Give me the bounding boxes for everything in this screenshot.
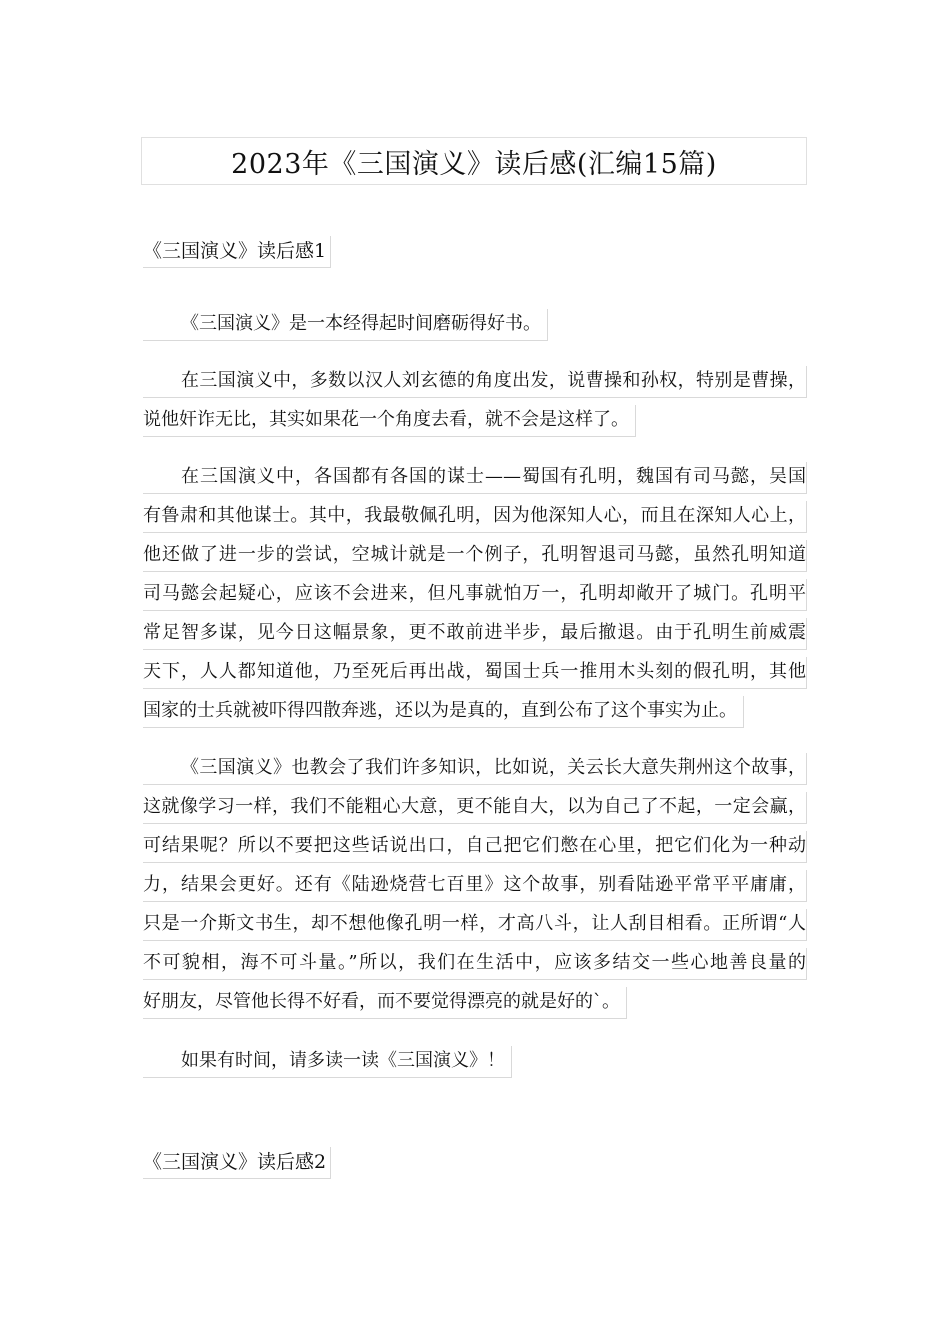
paragraph-line: 力，结果会更好。还有《陆逊烧营七百里》这个故事，别看陆逊平常平平庸庸， <box>143 870 807 902</box>
paragraph-line: 如果有时间，请多读一读《三国演义》！ <box>143 1046 512 1078</box>
paragraph-line: 只是一介斯文书生，却不想他像孔明一样，才高八斗，让人刮目相看。正所谓“人 <box>143 909 807 941</box>
paragraph-line: 这就像学习一样，我们不能粗心大意，更不能自大，以为自己了不起，一定会赢， <box>143 792 807 824</box>
paragraph-line: 说他奸诈无比，其实如果花一个角度去看，就不会是这样了。 <box>143 405 636 437</box>
paragraph-line: 国家的士兵就被吓得四散奔逃，还以为是真的，直到公布了这个事实为止。 <box>143 696 744 728</box>
paragraph-line: 常足智多谋，见今日这幅景象，更不敢前进半步，最后撤退。由于孔明生前威震 <box>143 618 807 650</box>
paragraph-line: 不可貌相，海不可斗量。”所以，我们在生活中，应该多结交一些心地善良量的 <box>143 948 807 980</box>
paragraph-line: 有鲁肃和其他谋士。其中，我最敬佩孔明，因为他深知人心，而且在深知人心上， <box>143 501 807 533</box>
paragraph-line: 天下，人人都知道他，乃至死后再出战，蜀国士兵一推用木头刻的假孔明，其他 <box>143 657 807 689</box>
paragraph-line: 好朋友，尽管他长得不好看，而不要觉得漂亮的就是好的`。 <box>143 987 627 1019</box>
paragraph-line: 《三国演义》也教会了我们许多知识，比如说，关云长大意失荆州这个故事， <box>143 753 807 785</box>
document-title: 2023年《三国演义》读后感(汇编15篇) <box>141 137 807 185</box>
paragraph-line: 可结果呢？所以不要把这些话说出口，自己把它们憋在心里，把它们化为一种动 <box>143 831 807 863</box>
paragraph-line: 司马懿会起疑心，应该不会进来，但凡事就怕万一，孔明却敞开了城门。孔明平 <box>143 579 807 611</box>
section-heading: 《三国演义》读后感1 <box>143 236 331 268</box>
paragraph-line: 在三国演义中，各国都有各国的谋士——蜀国有孔明，魏国有司马懿，吴国 <box>143 462 807 494</box>
section-heading: 《三国演义》读后感2 <box>143 1147 331 1179</box>
paragraph-line: 《三国演义》是一本经得起时间磨砺得好书。 <box>143 309 548 341</box>
paragraph-line: 他还做了进一步的尝试，空城计就是一个例子，孔明智退司马懿，虽然孔明知道 <box>143 540 807 572</box>
paragraph-line: 在三国演义中，多数以汉人刘玄德的角度出发，说曹操和孙权，特别是曹操， <box>143 366 807 398</box>
